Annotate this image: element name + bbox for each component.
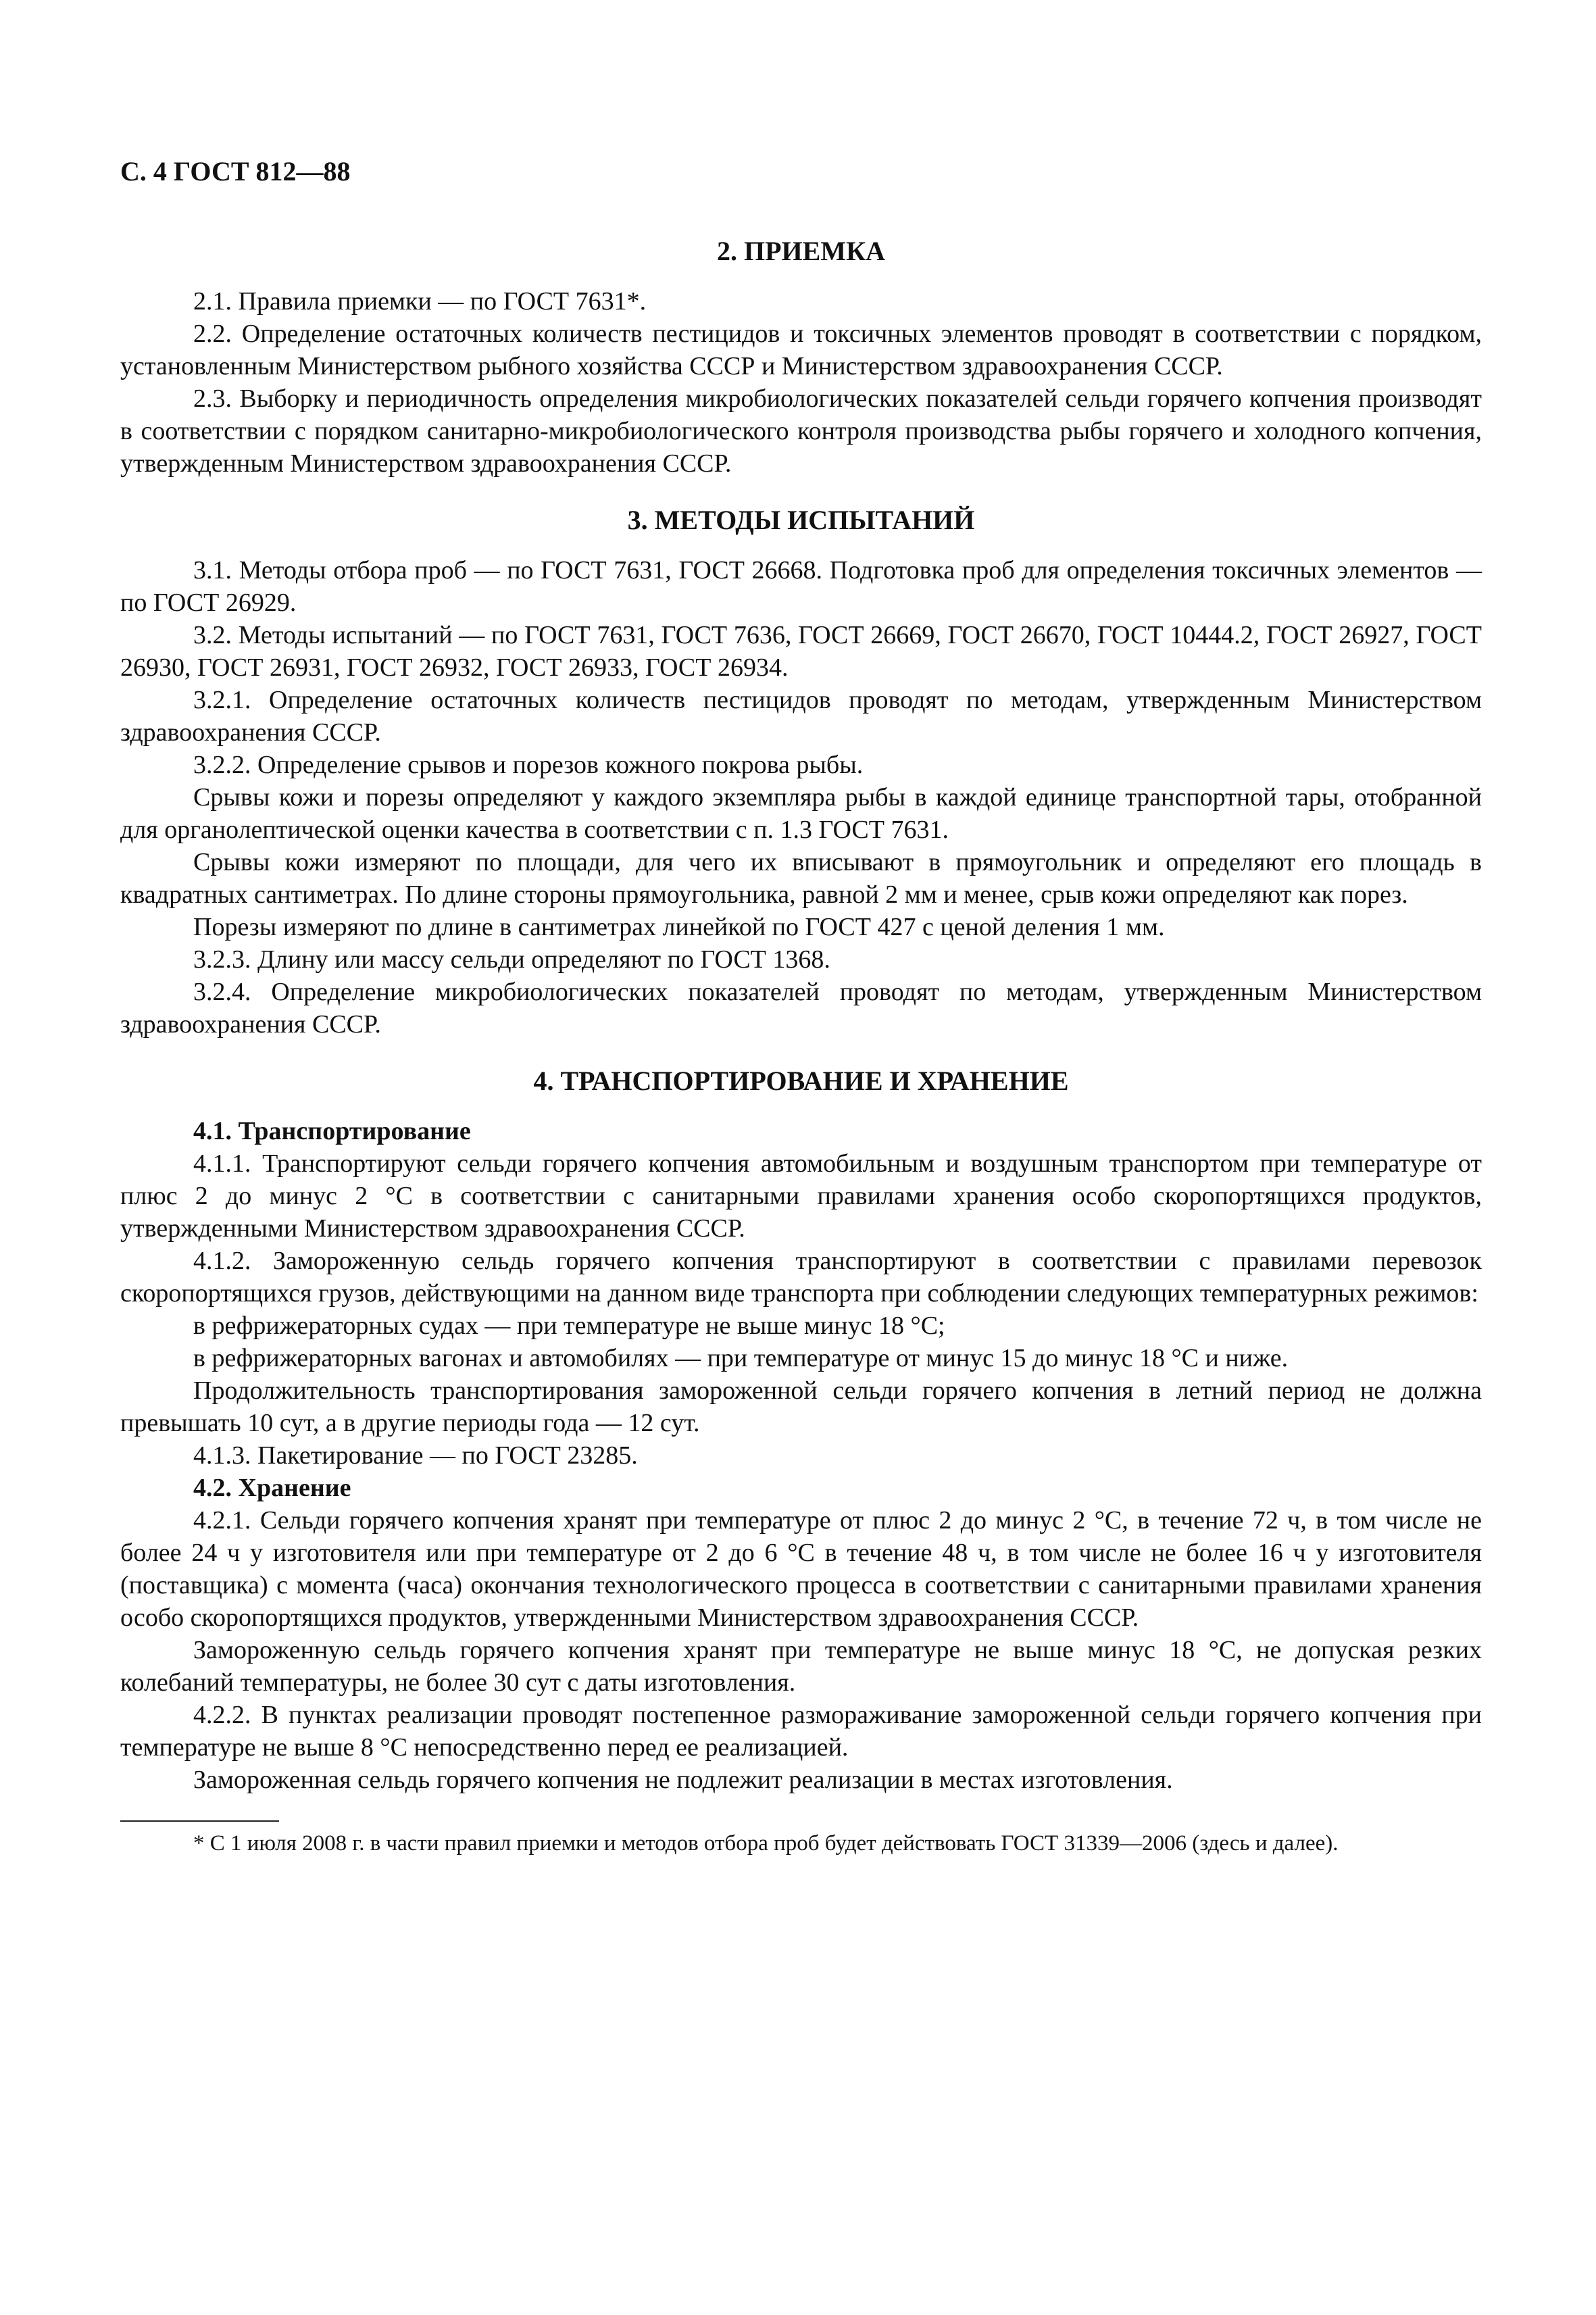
paragraph: 3.2.1. Определение остаточных количеств пестицидов проводят по методам, утвержденным Министерством здравоохранения СССР. — [120, 686, 1482, 747]
paragraph: в рефрижераторных судах — при температуре не выше минус 18 °С; — [193, 1312, 945, 1340]
paragraph: 3.2. Методы испытаний — по ГОСТ 7631, ГОСТ 7636, ГОСТ 26669, ГОСТ 26670, ГОСТ 10444.2, ГОСТ 26927, ГОСТ 26930, ГОСТ 26931, ГОСТ 26932, ГОСТ 26933, ГОСТ 26934. — [120, 621, 1482, 682]
paragraph: Срывы кожи измеряют по площади, для чего их вписывают в прямоугольник и определяют его площадь в квадратных сантиметрах. По длине стороны прямоугольника, равной 2 мм и менее, срыв кожи определяют как порез. — [120, 848, 1482, 909]
section-transport-storage — [120, 1065, 1482, 1796]
paragraph: 4.1.1. Транспортируют сельди горячего копчения автомобильным и воздушным транспортом при температуре от плюс 2 до минус 2 °С в соответствии с санитарными правилами хранения особо скоропортящихся продуктов, утвержденными Министерством здравоохранения СССР. — [120, 1149, 1482, 1243]
subsection-title: 4.2. Хранение — [193, 1474, 351, 1502]
paragraph: 4.1.3. Пакетирование — по ГОСТ 23285. — [193, 1441, 638, 1470]
paragraph: 2.3. Выборку и периодичность определения микробиологических показателей сельди горячего копчения производят в соответствии с порядком санитарно-микробиологического контроля производства рыбы горячего и холодного копчения, утвержденным Министерством здравоохранения СССР. — [120, 384, 1482, 478]
paragraph: 4.1.2. Замороженную сельдь горячего копчения транспортируют в соответствии с правилами перевозок скоропортящихся грузов, действующими на данном виде транспорта при соблюдении следующих температурных режимов: — [120, 1247, 1482, 1308]
footnote: * С 1 июля 2008 г. в части правил приемки и методов отбора проб будет действовать ГОСТ 31339—2006 (здесь и далее). — [193, 1831, 1339, 1856]
footnote-divider — [120, 1820, 279, 1822]
paragraph: 4.2.1. Сельди горячего копчения хранят при температуре от плюс 2 до минус 2 °С, в течение 72 ч, в том числе не более 24 ч у изготовителя или при температуре от 2 до 6 °С в течение 48 ч, в том числе не более 16 ч у изготовителя (поставщика) с момента (часа) окончания технологического процесса в соответствии с санитарными правилами хранения особо скоропортящихся продуктов, утвержденными Министерством здравоохранения СССР. — [120, 1506, 1482, 1632]
paragraph: в рефрижераторных вагонах и автомобилях — при температуре от минус 15 до минус 18 °С и ниже. — [193, 1344, 1289, 1372]
paragraph: Замороженная сельдь горячего копчения не подлежит реализации в местах изготовления. — [193, 1766, 1173, 1794]
page-header: С. 4 ГОСТ 812—88 — [120, 156, 351, 186]
paragraph: 3.2.3. Длину или массу сельди определяют по ГОСТ 1368. — [193, 945, 830, 974]
paragraph: 3.2.2. Определение срывов и порезов кожного покрова рыбы. — [193, 751, 864, 779]
section-test-methods — [120, 504, 1482, 1041]
section-title: 3. МЕТОДЫ ИСПЫТАНИЙ — [627, 505, 975, 535]
paragraph: Замороженную сельдь горячего копчения хранят при температуре не выше минус 18 °С, не допуская резких колебаний температуры, не более 30 сут с даты изготовления. — [120, 1636, 1482, 1697]
document-page — [120, 155, 1482, 1858]
paragraph: 2.2. Определение остаточных количеств пестицидов и токсичных элементов проводят в соответствии с порядком, установленным Министерством рыбного хозяйства СССР и Министерством здравоохранения СССР. — [120, 320, 1482, 380]
section-acceptance — [120, 235, 1482, 480]
section-title: 4. ТРАНСПОРТИРОВАНИЕ И ХРАНЕНИЕ — [533, 1066, 1069, 1096]
paragraph: 2.1. Правила приемки — по ГОСТ 7631*. — [193, 287, 647, 316]
paragraph: 4.2.2. В пунктах реализации проводят постепенное размораживание замороженной сельди горячего копчения при температуре не выше 8 °С непосредственно перед ее реализацией. — [120, 1701, 1482, 1762]
paragraph: Срывы кожи и порезы определяют у каждого экземпляра рыбы в каждой единице транспортной тары, отобранной для органолептической оценки качества в соответствии с п. 1.3 ГОСТ 7631. — [120, 783, 1482, 844]
paragraph: 3.1. Методы отбора проб — по ГОСТ 7631, ГОСТ 26668. Подготовка проб для определения токсичных элементов — по ГОСТ 26929. — [120, 556, 1482, 617]
paragraph: 3.2.4. Определение микробиологических показателей проводят по методам, утвержденным Министерством здравоохранения СССР. — [120, 978, 1482, 1039]
section-title: 2. ПРИЕМКА — [717, 236, 885, 266]
paragraph: Порезы измеряют по длине в сантиметрах линейкой по ГОСТ 427 с ценой деления 1 мм. — [193, 913, 1165, 941]
subsection-title: 4.1. Транспортирование — [193, 1117, 471, 1145]
paragraph: Продолжительность транспортирования замороженной сельди горячего копчения в летний период не должна превышать 10 сут, а в другие периоды года — 12 сут. — [120, 1376, 1482, 1437]
